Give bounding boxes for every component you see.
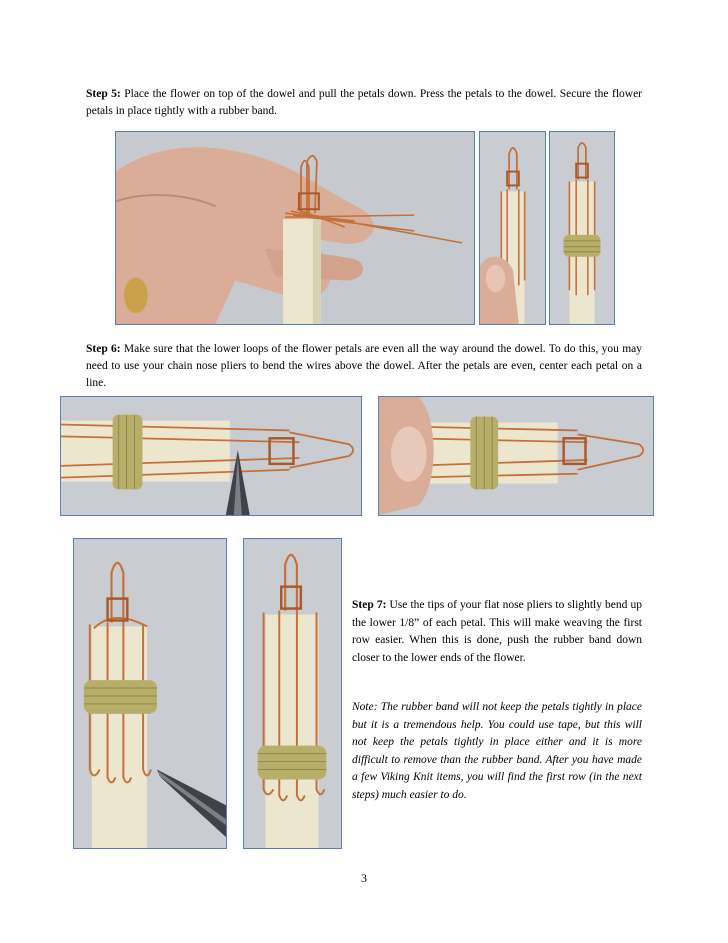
step6-label: Step 6: [86,343,121,355]
step7-photo-band-lowered [243,538,342,849]
step7-paragraph [352,597,642,667]
step6-photo-pliers-bending [60,396,362,516]
step5-photo-hand-dowel [115,131,475,325]
step7-photo-pliers-bend-up [73,538,227,849]
step7-label: Step 7: [352,599,387,611]
step6-photo-thumb-holding [378,396,654,516]
step5-photo-rubber-band [549,131,615,325]
step6-paragraph [86,341,642,392]
step5-photo-petals-pressed [479,131,546,325]
step5-label: Step 5: [86,88,121,100]
step6-text: Make sure that the lower loops of the flower petals are even all the way around the dowel. To do this, you may need to use your chain nose pliers to bend the wires above the dowel. After the petals are even, center each petal on a line. [86,343,642,389]
step7-text: Use the tips of your flat nose pliers to slightly bend up the lower 1/8” of each petal. This will make weaving the first row easier. When this is done, push the rubber band down closer to the lower ends of the flower. [352,599,642,664]
page-number: 3 [361,871,367,885]
step5-text: Place the flower on top of the dowel and pull the petals down. Press the petals to the dowel. Secure the flower petals in place tightly with a rubber band. [86,88,643,117]
note-paragraph: Note: The rubber band will not keep the petals tightly in place but it is a tremendous help. You could use tape, but this will not keep the petals tightly in place either and it is more difficult to remove than the rubber band. After you have made a few Viking Knit items, you will find the first row (in the next steps) much easier to do. [352,701,642,801]
step5-paragraph [86,86,642,120]
